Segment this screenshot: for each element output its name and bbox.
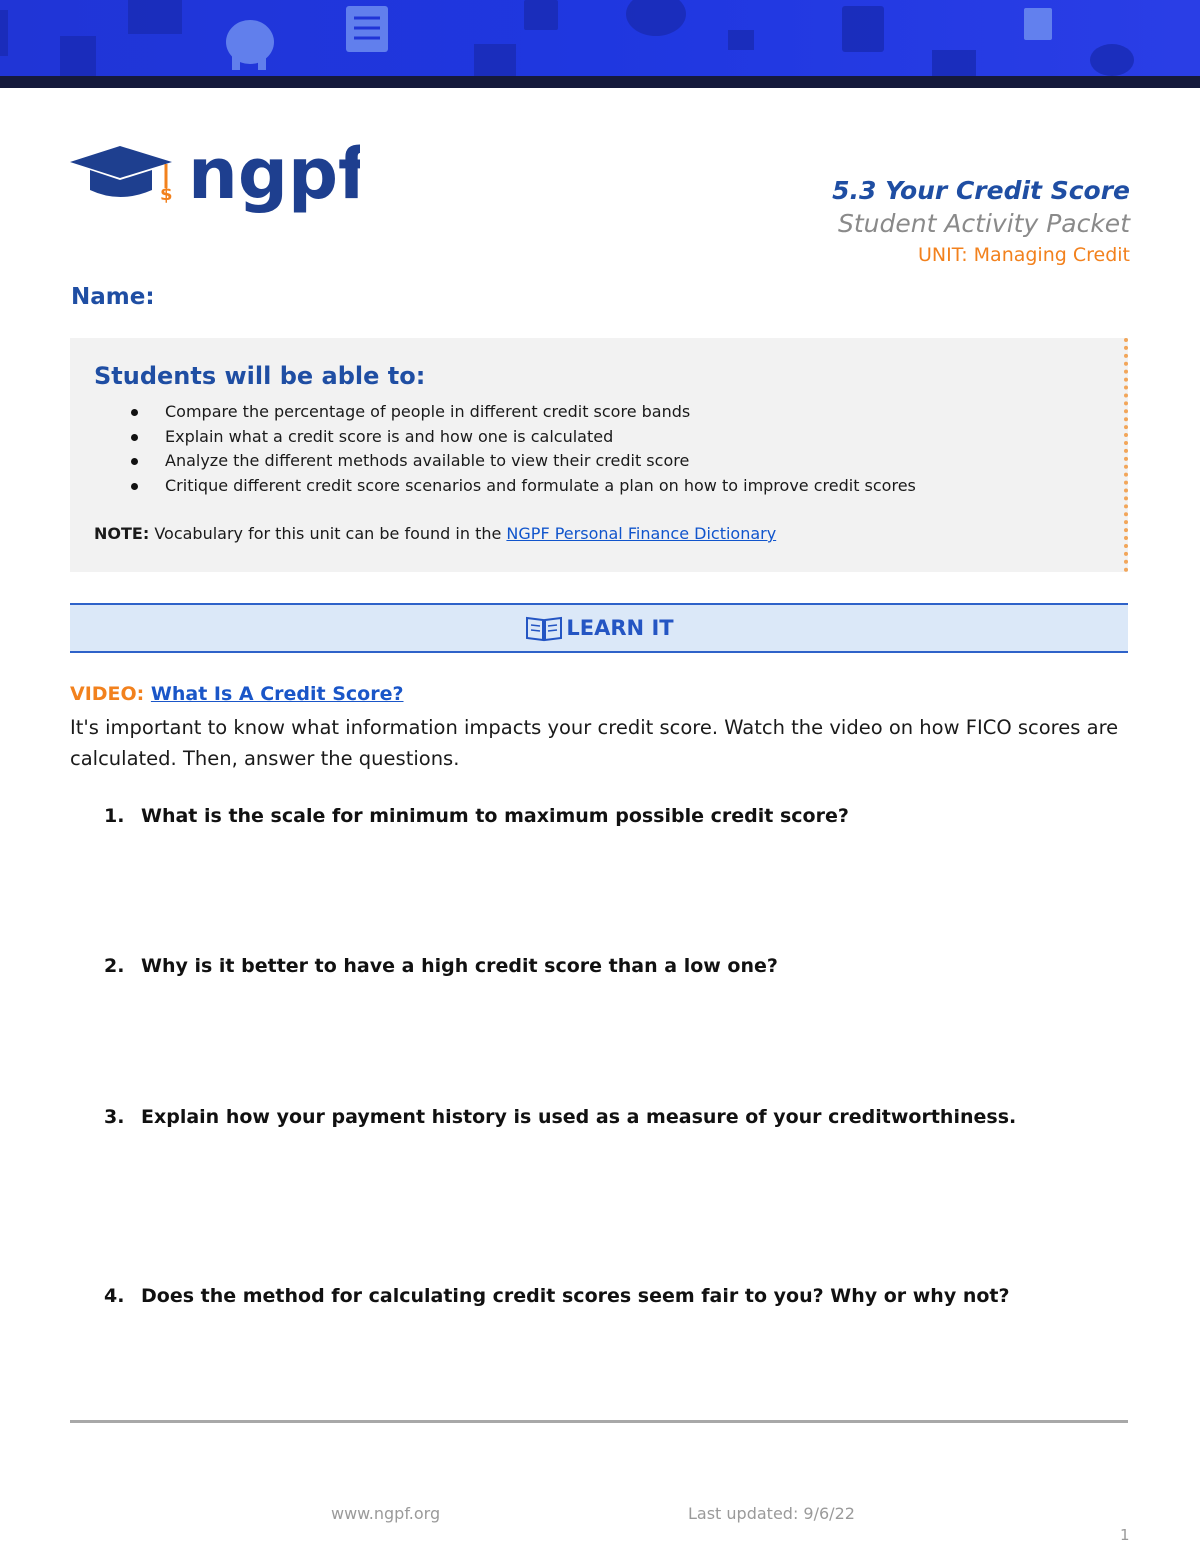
ngpf-logo — [70, 132, 360, 220]
banner-pattern-icons — [0, 0, 1200, 76]
question-number: 2. — [104, 955, 125, 977]
video-intro: It's important to know what information impacts your credit score. Watch the video on how FICO scores are calculated. Then, answer the questions. — [70, 716, 1119, 770]
objectives-box — [70, 338, 1128, 572]
dictionary-link[interactable]: NGPF Personal Finance Dictionary — [506, 524, 777, 543]
footer-last-updated: Last updated: 9/6/22 — [688, 1504, 855, 1523]
learn-it-label: LEARN IT — [566, 616, 674, 640]
graduation-cap-icon — [70, 132, 360, 216]
objectives-heading: Students will be able to: — [94, 362, 426, 390]
question-3 — [104, 1106, 1016, 1128]
footer-divider — [70, 1420, 1128, 1423]
open-book-icon — [524, 614, 564, 642]
logo-wordmark: ngpf — [188, 133, 360, 215]
list-item: Compare the percentage of people in different credit score bands — [94, 400, 916, 425]
header-banner — [0, 0, 1200, 76]
page-subtitle: Student Activity Packet — [837, 209, 1130, 238]
question-number: 1. — [104, 805, 125, 827]
list-item: Critique different credit score scenarios and formulate a plan on how to improve credit scores — [94, 474, 916, 499]
question-text: Explain how your payment history is used as a measure of your creditworthiness. — [141, 1106, 1017, 1128]
question-2 — [104, 955, 778, 977]
video-tag: VIDEO: — [70, 683, 145, 705]
list-item: Analyze the different methods available to view their credit score — [94, 449, 916, 474]
video-link[interactable]: What Is A Credit Score? — [150, 683, 404, 705]
svg-text:$: $ — [160, 184, 173, 205]
footer-website: www.ngpf.org — [331, 1504, 441, 1523]
question-4 — [104, 1285, 1010, 1307]
title-block — [832, 174, 1130, 270]
objectives-list — [94, 400, 916, 498]
page-number: 1 — [1120, 1526, 1130, 1544]
name-label: Name: — [71, 284, 155, 310]
question-1 — [104, 805, 849, 827]
list-item: Explain what a credit score is and how one is calculated — [94, 425, 916, 450]
banner-divider — [0, 76, 1200, 88]
note-text: Vocabulary for this unit can be found in the — [149, 524, 507, 543]
page-title: 5.3 Your Credit Score — [832, 176, 1130, 205]
question-number: 3. — [104, 1106, 125, 1128]
question-number: 4. — [104, 1285, 125, 1307]
objectives-dotted-border — [1124, 338, 1128, 572]
unit-label: UNIT: Managing Credit — [917, 244, 1130, 266]
learn-it-section-header — [70, 603, 1128, 653]
video-heading — [70, 683, 404, 705]
question-text: Does the method for calculating credit scores seem fair to you? Why or why not? — [141, 1285, 1010, 1307]
vocabulary-note — [94, 524, 776, 543]
note-label: NOTE: — [94, 524, 150, 543]
question-text: What is the scale for minimum to maximum possible credit score? — [141, 805, 849, 827]
question-text: Why is it better to have a high credit score than a low one? — [141, 955, 778, 977]
